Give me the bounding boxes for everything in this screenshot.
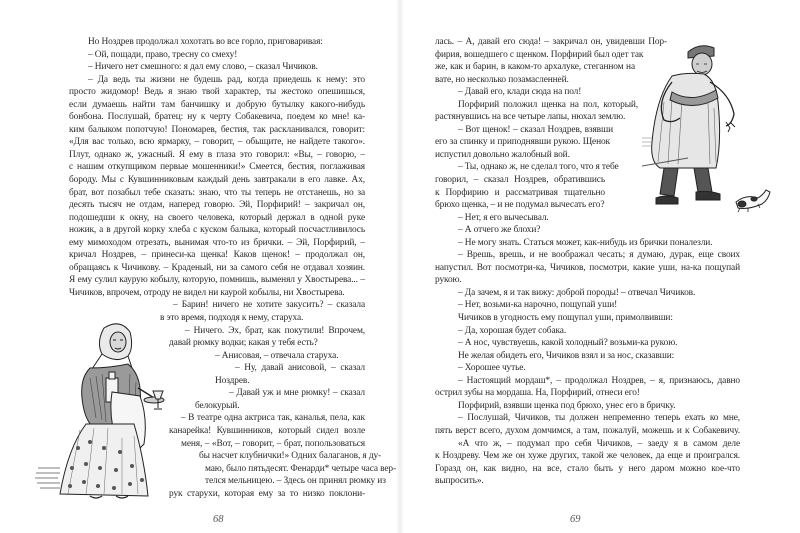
text-line: маю, было пятьдесят. Фенарди* четыре часа вер- — [205, 463, 396, 474]
text-line: ему мимоходом отрезать, вынимая что-то из брички. – Эй, Порфирий, – — [69, 237, 365, 248]
text-line: – Нет, возьми-ка нарочно, пощупай уши! — [458, 300, 618, 311]
text-line: говорил, – сказал Ноздрев, обратившись — [435, 175, 605, 186]
text-line: острил зубы на мордаша. На, Порфирий, отнеси его! — [435, 388, 640, 399]
text-line: – А отчего же блохи? — [458, 225, 541, 236]
text-line: подошедши к окну, на своего человека, который держал в одной руке — [69, 212, 365, 223]
text-line: – Ну, давай анисовой, – сказал — [235, 363, 365, 374]
text-line: лась. – А, давай его сюда! – закричал он, увидевши Пор- — [435, 37, 667, 47]
text-line: канарейка! Кувшинников, который сидел возле — [169, 425, 365, 436]
text-line: рукою. — [435, 275, 462, 286]
text-line: десять тысяч не отдам, наперед говорю. Эй, Порфирий! – закричал он, — [69, 200, 365, 211]
text-line: Но Ноздрев продолжал хохотать во все горло, приговаривая: — [88, 37, 323, 47]
text-line: «А что ж, – подумал про себя Чичиков, – заеду я в самом деле — [458, 438, 740, 449]
text-line: Порфирий, взявши щенка под брюхо, унес его в бричку. — [458, 400, 676, 411]
text-line: – Хорошее чутье. — [458, 363, 526, 374]
book-gutter — [396, 0, 404, 533]
text-line: кричал Ноздрев, – принеси-ка щенка! Каков щенок! – продолжал он, — [69, 250, 365, 261]
text-line: – Ой, пощади, право, тресну со смеху! — [88, 49, 238, 60]
text-line: – Врешь, врешь, и не воображал чесать; я думаю, дурак, еще своих — [458, 250, 740, 261]
text-line: – Ничего. Эх, брат, как покутили! Впрочем, — [185, 325, 365, 336]
left-page-text — [69, 36, 396, 500]
text-line: фирия, вошедшего с щенком. Порфирий был одет так — [435, 49, 644, 60]
text-line: выпросить». — [435, 476, 484, 487]
text-line: брюхо щенка, – и не подумал вычесать его? — [435, 200, 605, 211]
text-line: давай рюмку водки; какая у тебя есть? — [169, 338, 318, 349]
page-number-right: 69 — [570, 514, 581, 525]
text-line: – Настоящий мордаш*, – продолжал Ноздрев, – я, признаюсь, давно — [458, 375, 740, 386]
text-line: ножик, а в другой корку хлеба с куском балыка, который посчастливилось — [69, 225, 365, 236]
text-line: растянувшись на все четыре лапы, нюхал землю. — [435, 112, 626, 123]
text-line: – А нос, чувствуешь, какой холодный? возьми-ка рукою. — [458, 338, 678, 349]
puppy-icon — [736, 190, 770, 212]
text-line: – В театре одна актриса так, каналья, пела, как — [181, 413, 365, 424]
text-line: если думаешь найти там банчишку и добрую бутылку какого-нибудь — [69, 99, 365, 110]
text-line: вате, но несколько позамасленней. — [435, 74, 569, 85]
text-line: – Вот щенок! – сказал Ноздрев, взявши — [458, 124, 613, 135]
text-line: – Да, хорошая будет собака. — [458, 325, 567, 336]
text-line: – Не могу знать. Статься может, как-нибудь из брички поналезли. — [458, 237, 713, 248]
text-line: – Да зачем, я и так вижу: доброй породы! – отвечал Чичиков. — [458, 287, 696, 298]
text-line: – Нет, я его вычесывал. — [458, 212, 549, 223]
text-line: к Ноздреву. Чем же он хуже других, такой же человек, да еще и проигрался. — [435, 451, 740, 462]
text-line: его за спинку и приподнявши рукою. Щенок — [435, 137, 610, 148]
text-line: белокурый. — [195, 400, 240, 411]
text-line: Я ему сулил каурую кобылу, которую, помнишь, выменял у Хвостырева... – — [69, 275, 365, 286]
text-line: бороду. Мы с Кувшинниковым каждый день завтракали в его лавке. Ах, — [69, 175, 365, 186]
text-line: пять верст всего, духом домчимся, а там, пожалуй, можешь и к Собакевичу. — [435, 425, 740, 436]
text-line: рук старухи, которая ему за то низко поклони- — [169, 488, 365, 499]
text-line: с нашим откупщиком первые мошенники!» Смеется, бестия, поглаживая — [69, 162, 365, 173]
right-page-text — [435, 36, 740, 488]
text-line: напустил. Вот посмотри-ка, Чичиков, посмотри, какие уши, на-ка пощупай — [435, 262, 740, 273]
text-line: – Давай его, клади сюда на пол! — [458, 87, 582, 98]
text-line: – Послушай, Чичиков, ты должен непременно теперь ехать ко мне, — [458, 413, 740, 424]
text-line: Ноздрев. — [215, 375, 250, 386]
text-line: обращаясь к Чичикову. – Краденый, ни за самого себя не отдавал хозяин. — [69, 262, 365, 273]
text-line: телся мельницею. – Здесь он принял рюмку из — [205, 476, 386, 487]
text-line: – Да ведь ты жизни не будешь рад, когда приедешь к нему: это — [88, 74, 365, 85]
text-line: Порфирий положил щенка на пол, который, — [458, 99, 638, 110]
text-line: – Ты, однако ж, не сделал того, что я тебе — [458, 162, 619, 173]
text-line: меня, – «Вот, – говорит, – брат, попользоваться — [181, 438, 365, 449]
text-line: Не желая обидеть его, Чичиков взял и за нос, сказавши: — [458, 350, 675, 361]
text-line: бонбона. Послушай, братец: ну к черту Собакевича, поедем ко мне! ка- — [69, 112, 365, 123]
text-line: – Анисовая, – отвечала старуха. — [215, 350, 339, 361]
text-line: Чичиков, впрочем, отроду не видел ни каурой кобылы, ни Хвостырева. — [69, 287, 345, 298]
text-line: просто жидомор! Ведь я знаю твой характер, ты жестоко опешишься, — [69, 87, 365, 98]
text-line: в это время, подходя к нему, старуха. — [160, 313, 304, 324]
text-line: – Ничего нет смешного: я дал ему слово, – сказал Чичиков. — [88, 62, 318, 73]
text-line: – Барин! ничего не хотите закусить? – сказала — [173, 300, 365, 311]
text-line: бы насчет клубнички!» Одних балаганов, я ду- — [199, 451, 382, 462]
text-line: Чичиков в угодность ему пощупал уши, примолвивши: — [458, 313, 673, 324]
text-line: брат, вот позабыл тебе сказать: знаю, что ты теперь не отстанешь, но за — [69, 187, 365, 198]
text-line: – Давай уж и мне рюмку! – сказал — [229, 388, 365, 399]
text-line: испустил довольно жалобный вой. — [435, 149, 570, 160]
text-line: к Порфирию и рассматривая тщательно — [435, 187, 605, 198]
page-number-left: 68 — [213, 514, 224, 525]
text-line: «Для вас только, всю ярмарку, – говорит, – обыщите, не найдете такого». — [69, 137, 365, 148]
text-line: ким балыком попотчую! Пономарев, бестия, так раскланивался, говорит: — [69, 124, 365, 135]
text-line: Горазд он, как видно, на все, стало быть у него даром можно кое-что — [435, 463, 740, 474]
text-line: же, как и барин, в каком-то архалуке, стеганном на — [435, 62, 635, 73]
text-line: Плут, однако ж, ужасный. Я ему в глаза это говорил: «Вы, – говорю, – — [69, 149, 365, 160]
